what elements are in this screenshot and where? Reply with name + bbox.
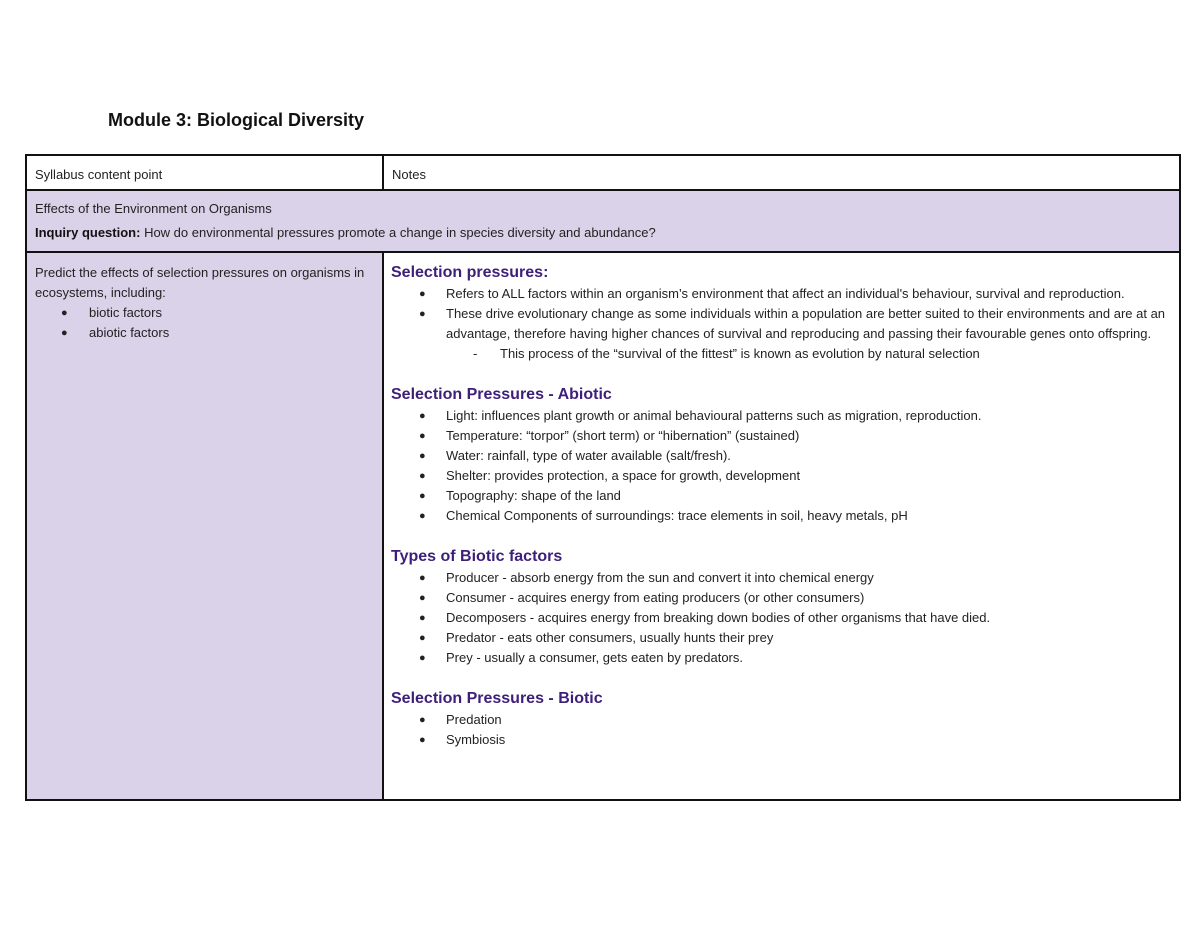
inquiry-text: How do environmental pressures promote a change in species diversity and abundance? [140,225,656,240]
notes-list [391,710,1171,750]
inquiry-question [35,224,1171,242]
sub-list [446,344,1171,364]
list-item: ● Predation [419,710,1171,730]
bullet-icon: ● [419,632,426,644]
list-item: ● Chemical Components of surroundings: trace elements in soil, heavy metals, pH [419,506,1171,526]
bullet-icon: ● [419,450,426,462]
notes-list [391,406,1171,526]
notes-list [391,568,1171,668]
bullet-icon: ● [419,410,426,422]
bullet-icon: ● [419,510,426,522]
list-item: ● Consumer - acquires energy from eating producers (or other consumers) [419,588,1171,608]
bullet-icon: ● [419,592,426,604]
section-cell [26,190,1180,252]
notes-heading-selection-pressures: Selection pressures: [391,264,549,281]
bullet-icon: ● [419,430,426,442]
bullet-icon: ● [61,327,68,339]
list-item: ● biotic factors [61,303,374,323]
page-title: Module 3: Biological Diversity [108,110,365,130]
syllabus-table [25,154,1181,801]
list-item: ● Predator - eats other consumers, usually hunts their prey [419,628,1171,648]
content-row [26,252,1180,800]
notes-heading-biotic: Selection Pressures - Biotic [391,690,603,707]
list-item: ● abiotic factors [61,323,374,343]
bullet-icon: ● [419,714,426,726]
syllabus-point-cell [26,252,383,800]
bullet-icon: ● [419,734,426,746]
section-title: Effects of the Environment on Organisms [35,201,272,216]
list-item: ● Temperature: “torpor” (short term) or “hibernation” (sustained) [419,426,1171,446]
bullet-icon: ● [419,288,426,300]
list-item: ● Refers to ALL factors within an organism’s environment that affect an individual's behaviour, survival and reproduction. [419,284,1171,304]
inquiry-label: Inquiry question: [35,225,141,240]
syllabus-point-text: Predict the effects of selection pressures on organisms in ecosystems, including: [35,265,365,300]
dash-icon: - [473,346,478,361]
notes-heading-abiotic: Selection Pressures - Abiotic [391,386,612,403]
list-item: ● These drive evolutionary change as some individuals within a population are better suited to their environments and are at an advantage, therefore having higher chances of survival and reproducing and passing their favourable genes onto offspring. - This process of the “survival of the fittest” is known as evolution by natural selection [419,304,1171,364]
list-item: ● Shelter: provides protection, a space for growth, development [419,466,1171,486]
bullet-icon: ● [419,652,426,664]
bullet-icon: ● [419,308,426,320]
table-header-row [26,155,1180,190]
syllabus-point-list [35,303,374,343]
list-item: ● Prey - usually a consumer, gets eaten by predators. [419,648,1171,668]
bullet-icon: ● [419,490,426,502]
list-item: ● Symbiosis [419,730,1171,750]
bullet-icon: ● [419,572,426,584]
section-row [26,190,1180,252]
list-item: ● Topography: shape of the land [419,486,1171,506]
notes-heading-biotic-types: Types of Biotic factors [391,548,563,565]
sub-list-item: - This process of the “survival of the fittest” is known as evolution by natural selection [473,344,1171,364]
list-item: ● Decomposers - acquires energy from breaking down bodies of other organisms that have died. [419,608,1171,628]
header-notes: Notes [383,155,1180,190]
notes-list [391,284,1171,364]
list-item: ● Producer - absorb energy from the sun and convert it into chemical energy [419,568,1171,588]
bullet-icon: ● [419,612,426,624]
list-item: ● Water: rainfall, type of water available (salt/fresh). [419,446,1171,466]
bullet-icon: ● [61,307,68,319]
list-item: ● Light: influences plant growth or animal behavioural patterns such as migration, reproduction. [419,406,1171,426]
header-syllabus-content: Syllabus content point [26,155,383,190]
bullet-icon: ● [419,470,426,482]
notes-cell [383,252,1180,800]
